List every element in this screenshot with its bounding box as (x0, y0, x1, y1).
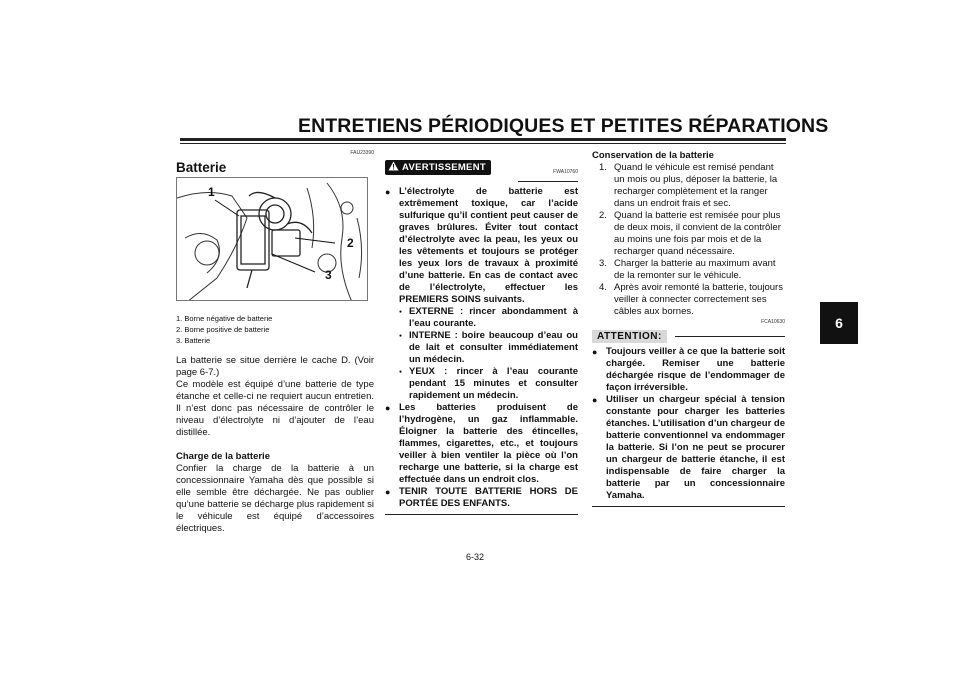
warning-bullet: ● L’électrolyte de batterie est extrêmement toxique, car l’acide sulfurique qu’il contient peut causer de graves brûlures. Éviter tout contact d’électrolyte avec la peau, les yeux ou les vêtements et toujours se protéger les yeux lors de travaux à proximité d’une batterie. En cas de contact avec de l’électrolyte, effectuer les PREMIERS SOINS suivants. (385, 186, 578, 306)
list-item: 1. Quand le véhicule est remisé pendant un mois ou plus, déposer la batterie, la recharger complètement et la ranger dans un endroit frais et sec. (599, 162, 778, 209)
battery-location-text: La batterie se situe derrière le cache D. (Voir page 6-7.) (176, 355, 374, 378)
warning-label (385, 160, 491, 175)
list-item: 2. Quand la batterie est remisée pour plus de deux mois, il convient de la contrôler au moins une fois par mois et de la recharger quand nécessaire. (599, 210, 781, 257)
charge-heading: Charge de la batterie (176, 451, 270, 462)
warning-bullet: ● TENIR TOUTE BATTERIE HORS DE PORTÉE DES ENFANTS. (385, 486, 578, 510)
column-right (592, 150, 785, 507)
battery-illustration (177, 178, 368, 301)
section-heading: Batterie (176, 160, 227, 175)
title-rule (180, 138, 786, 141)
warning-label-text: AVERTISSEMENT (402, 162, 486, 173)
battery-photo (176, 177, 368, 301)
attention-bullet: ● Toujours veiller à ce que la batterie soit chargée. Remiser une batterie déchargée risque de l’endommager de façon irréversible. (592, 346, 785, 394)
callout-2: 2 (347, 236, 354, 250)
callout-1: 1 (208, 185, 215, 199)
sealed-battery-text: Ce modèle est équipé d’une batterie de type étanche et celle-ci ne requiert aucun entretien. Il n’est donc pas nécessaire de contrôler le niveau d’électrolyte ni d’ajouter de l’eau distillée. (176, 379, 374, 438)
attention-end-rule (592, 506, 785, 507)
callout-3: 3 (325, 268, 332, 282)
warning-subbullet: ● EXTERNE : rincer abondamment à l’eau courante. (385, 306, 578, 330)
column-middle (385, 150, 578, 515)
warning-subbullet: ● YEUX : rincer à l’eau courante pendant 15 minutes et consulter rapidement un médecin. (385, 366, 578, 402)
list-item: 4. Après avoir remonté la batterie, toujours veiller à connecter correctement ses câbles aux bornes. (599, 282, 783, 317)
warning-subbullet: ● INTERNE : boire beaucoup d’eau ou de lait et consulter immédiatement un médecin. (385, 330, 578, 366)
warning-code: FWA10760 (553, 169, 578, 175)
chapter-tab: 6 (820, 302, 858, 344)
attention-bullets (592, 346, 785, 502)
legend-item: 2. Borne positive de batterie (176, 325, 270, 334)
conservation-list (592, 162, 785, 318)
warning-rule (518, 181, 578, 182)
warning-bullet: ● Les batteries produisent de l’hydrogène, un gaz inflammable. Éloigner la batterie des étincelles, flammes, cigarettes, etc., et toujours veiller à bien ventiler la pièce où l’on recharge une batterie, si la charge est effectuée dans un endroit clos. (385, 402, 578, 486)
warning-bullets (385, 186, 578, 510)
warning-triangle-icon (388, 161, 399, 174)
legend-item: 1. Borne négative de batterie (176, 314, 273, 323)
list-item: 3. Charger la batterie au maximum avant de la remonter sur le véhicule. (599, 258, 776, 281)
warning-end-rule (385, 514, 578, 515)
legend-item: 3. Batterie (176, 336, 211, 345)
section-code: FAU23390 (350, 150, 374, 156)
page-title: ENTRETIENS PÉRIODIQUES ET PETITES RÉPARATIONS (298, 115, 829, 137)
attention-bullet: ● Utiliser un chargeur spécial à tension constante pour charger les batteries étanches. L’utilisation d’un chargeur de batterie conventionnel va endommager la batterie. Si l’on ne peut se procurer un chargeur de batterie étanche, il est indispensable de faire charger la batterie par un concessionnaire Yamaha. (592, 394, 785, 502)
photo-legend (176, 313, 374, 346)
attention-label: ATTENTION: (592, 330, 667, 343)
title-rule-thin (180, 143, 786, 144)
conservation-heading: Conservation de la batterie (592, 150, 714, 161)
charge-text: Confier la charge de la batterie à un concessionnaire Yamaha dès que possible si elle semble être déchargée. Ne pas oublier qu’une batterie se décharge plus rapidement si le véhicule est équipé d’accessoires électriques. (176, 463, 374, 534)
page-number: 6-32 (466, 552, 485, 562)
attention-code: FCA10630 (761, 319, 785, 325)
column-left (176, 150, 374, 535)
attention-rule (675, 336, 785, 337)
